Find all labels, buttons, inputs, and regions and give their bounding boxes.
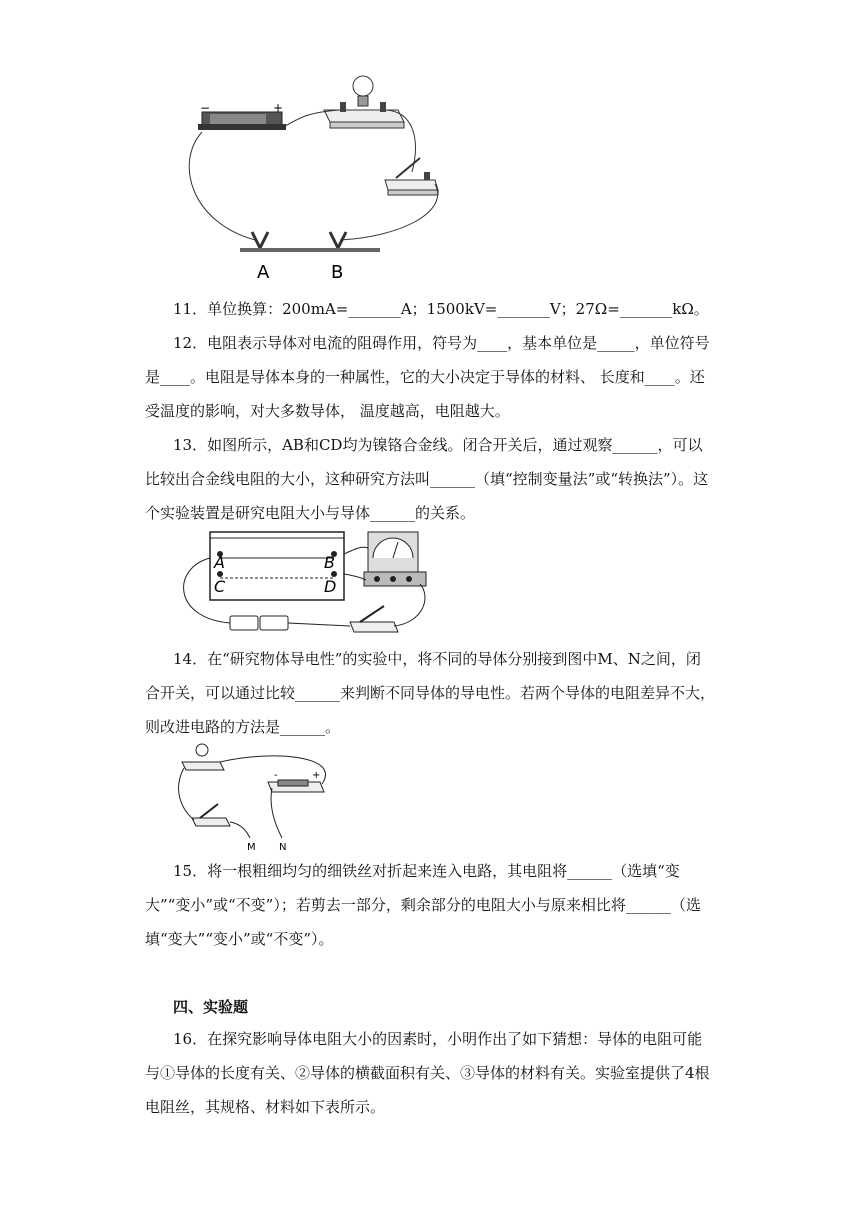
- question-12: 12．电阻表示导体对电流的阻碍作用，符号为____，基本单位是_____，单位符号是____。电阻是导体本身的一种属性，它的大小决定于导体的材料、 长度和____。还受温度的影响，对大多数导体， 温度越高，电阻越大。: [145, 334, 710, 420]
- battery-plus-label: +: [312, 770, 321, 781]
- battery: [230, 616, 258, 630]
- question-15: 15．将一根粗细均匀的细铁丝对折起来连入电路，其电阻将______（选填“变大”“变小”或“不变”）；若剪去一部分，剩余部分的电阻大小与原来相比将______（选填“变大”“变小”或“不变”）。: [145, 862, 701, 948]
- bulb-icon: [353, 76, 373, 96]
- ammeter-icon: [364, 532, 426, 586]
- question-13: 13．如图所示，AB和CD均为镍铬合金线。闭合开关后，通过观察______，可以比较出合金线电阻的大小，这种研究方法叫______（填“控制变量法”或“转换法”）。这个实验装置是研究电阻大小与导体______的关系。: [145, 436, 709, 522]
- question-11: 11．单位换算：200mA=_______A；1500kV=_______V；27Ω=_______kΩ。: [173, 300, 709, 318]
- label-b: B: [324, 553, 335, 572]
- circuit-figure-2: [172, 528, 442, 638]
- battery-minus-label: −: [200, 101, 211, 115]
- switch: [385, 180, 438, 190]
- switch: [350, 622, 398, 632]
- label-d: D: [324, 577, 337, 596]
- label-a: A: [257, 262, 270, 282]
- bulb-board: [182, 762, 224, 770]
- circuit-figure-3: [172, 740, 347, 850]
- section-title: 四、实验题: [173, 998, 249, 1016]
- bulb-icon: [196, 744, 208, 756]
- label-c: C: [214, 577, 226, 596]
- label-m: M: [247, 842, 256, 850]
- label-n: N: [279, 842, 287, 850]
- label-b: B: [331, 262, 344, 282]
- wire-ab: [240, 248, 380, 252]
- circuit-figure-1: [180, 72, 440, 282]
- question-14: 14．在“研究物体导电性”的实验中，将不同的导体分别接到图中M、N之间，闭合开关，可以通过比较______来判断不同导体的导电性。若两个导体的电阻差异不大，则改进电路的方法是______。: [145, 650, 716, 736]
- bulb-board: [324, 110, 404, 122]
- battery-minus-label: -: [274, 770, 278, 781]
- battery: [260, 616, 288, 630]
- battery-plus-label: +: [273, 101, 284, 115]
- label-a: A: [214, 553, 225, 572]
- question-16: 16．在探究影响导体电阻大小的因素时，小明作出了如下猜想：导体的电阻可能与①导体的长度有关、②导体的横截面积有关、③导体的材料有关。实验室提供了4根电阻丝，其规格、材料如下表所示。: [145, 1030, 710, 1116]
- switch: [192, 818, 230, 826]
